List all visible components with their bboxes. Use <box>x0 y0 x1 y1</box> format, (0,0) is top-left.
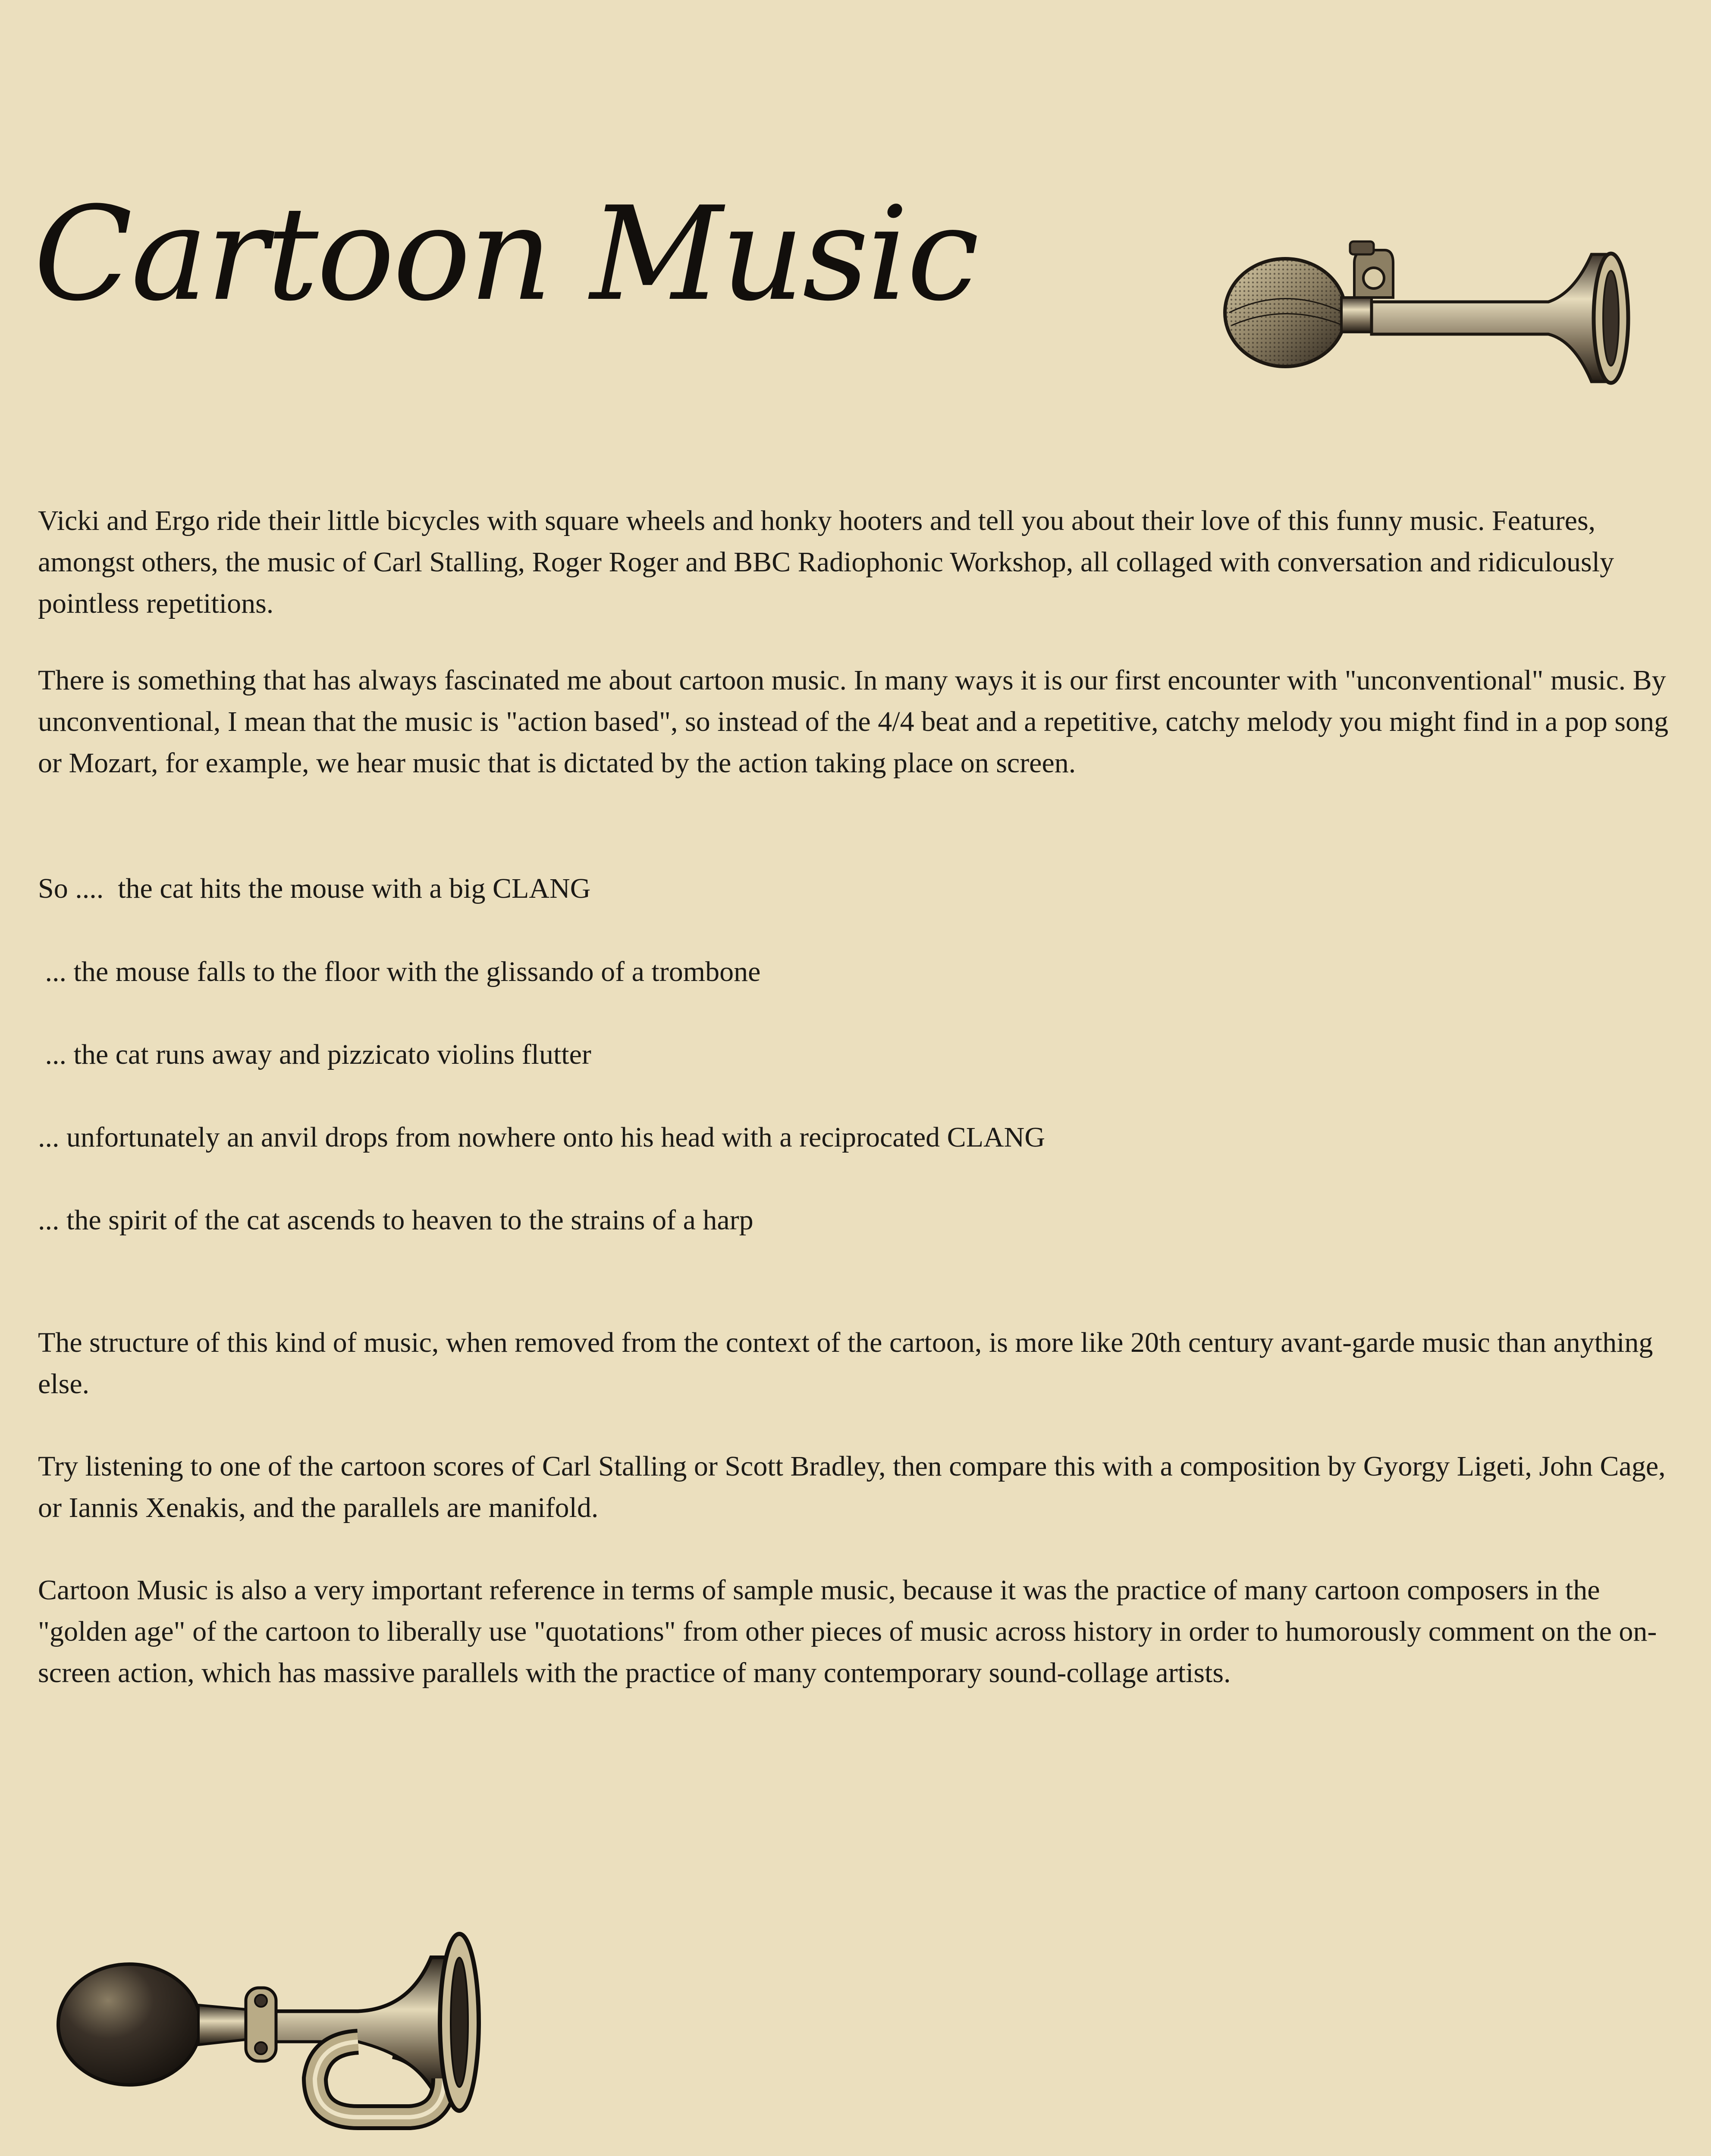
sequence-line: ... unfortunately an anvil drops from nowhere onto his head with a reciprocated CLANG <box>38 1122 1045 1153</box>
page-title: Cartoon Music <box>34 179 978 329</box>
sequence-line: So .... the cat hits the mouse with a big CLANG <box>38 873 591 904</box>
bulb-horn-curled-icon <box>56 1932 513 2139</box>
bulb-horn-straight-icon <box>1221 237 1643 401</box>
unconventional-music-paragraph: There is something that has always fascinated me about cartoon music. In many ways it is our first encounter with "unconventional" music. By unconventional, I mean that the music is "action based", so instead of the 4/4 beat and a repetitive, catchy melody you might find in a pop song or Mozart, for example, we hear music that is dictated by the action taking place on screen. <box>38 664 1669 779</box>
intro-paragraph: Vicki and Ergo ride their little bicycles with square wheels and honky hooters and tell you about their love of this funny music. Features, amongst others, the music of Carl Stalling, Roger Roger and BBC Radiophonic Workshop, all collaged with conversation and ridiculously pointless repetitions. <box>38 505 1614 619</box>
sequence-line: ... the mouse falls to the floor with the glissando of a trombone <box>38 956 761 987</box>
sequence-line: ... the spirit of the cat ascends to heaven to the strains of a harp <box>38 1204 753 1236</box>
structure-paragraph: The structure of this kind of music, when removed from the context of the cartoon, is more like 20th century avant-garde music than anything else. <box>38 1327 1653 1400</box>
sample-music-paragraph: Cartoon Music is also a very important reference in terms of sample music, because it was the practice of many cartoon composers in the "golden age" of the cartoon to liberally use "quotations" from other pieces of music across history in order to humorously comment on the on-screen action, which has massive parallels with the practice of many contemporary sound-collage artists. <box>38 1574 1657 1689</box>
listening-paragraph: Try listening to one of the cartoon scores of Carl Stalling or Scott Bradley, then compare this with a composition by Gyorgy Ligeti, John Cage, or Iannis Xenakis, and the parallels are manifold. <box>38 1451 1666 1523</box>
sequence-line: ... the cat runs away and pizzicato violins flutter <box>38 1039 591 1070</box>
